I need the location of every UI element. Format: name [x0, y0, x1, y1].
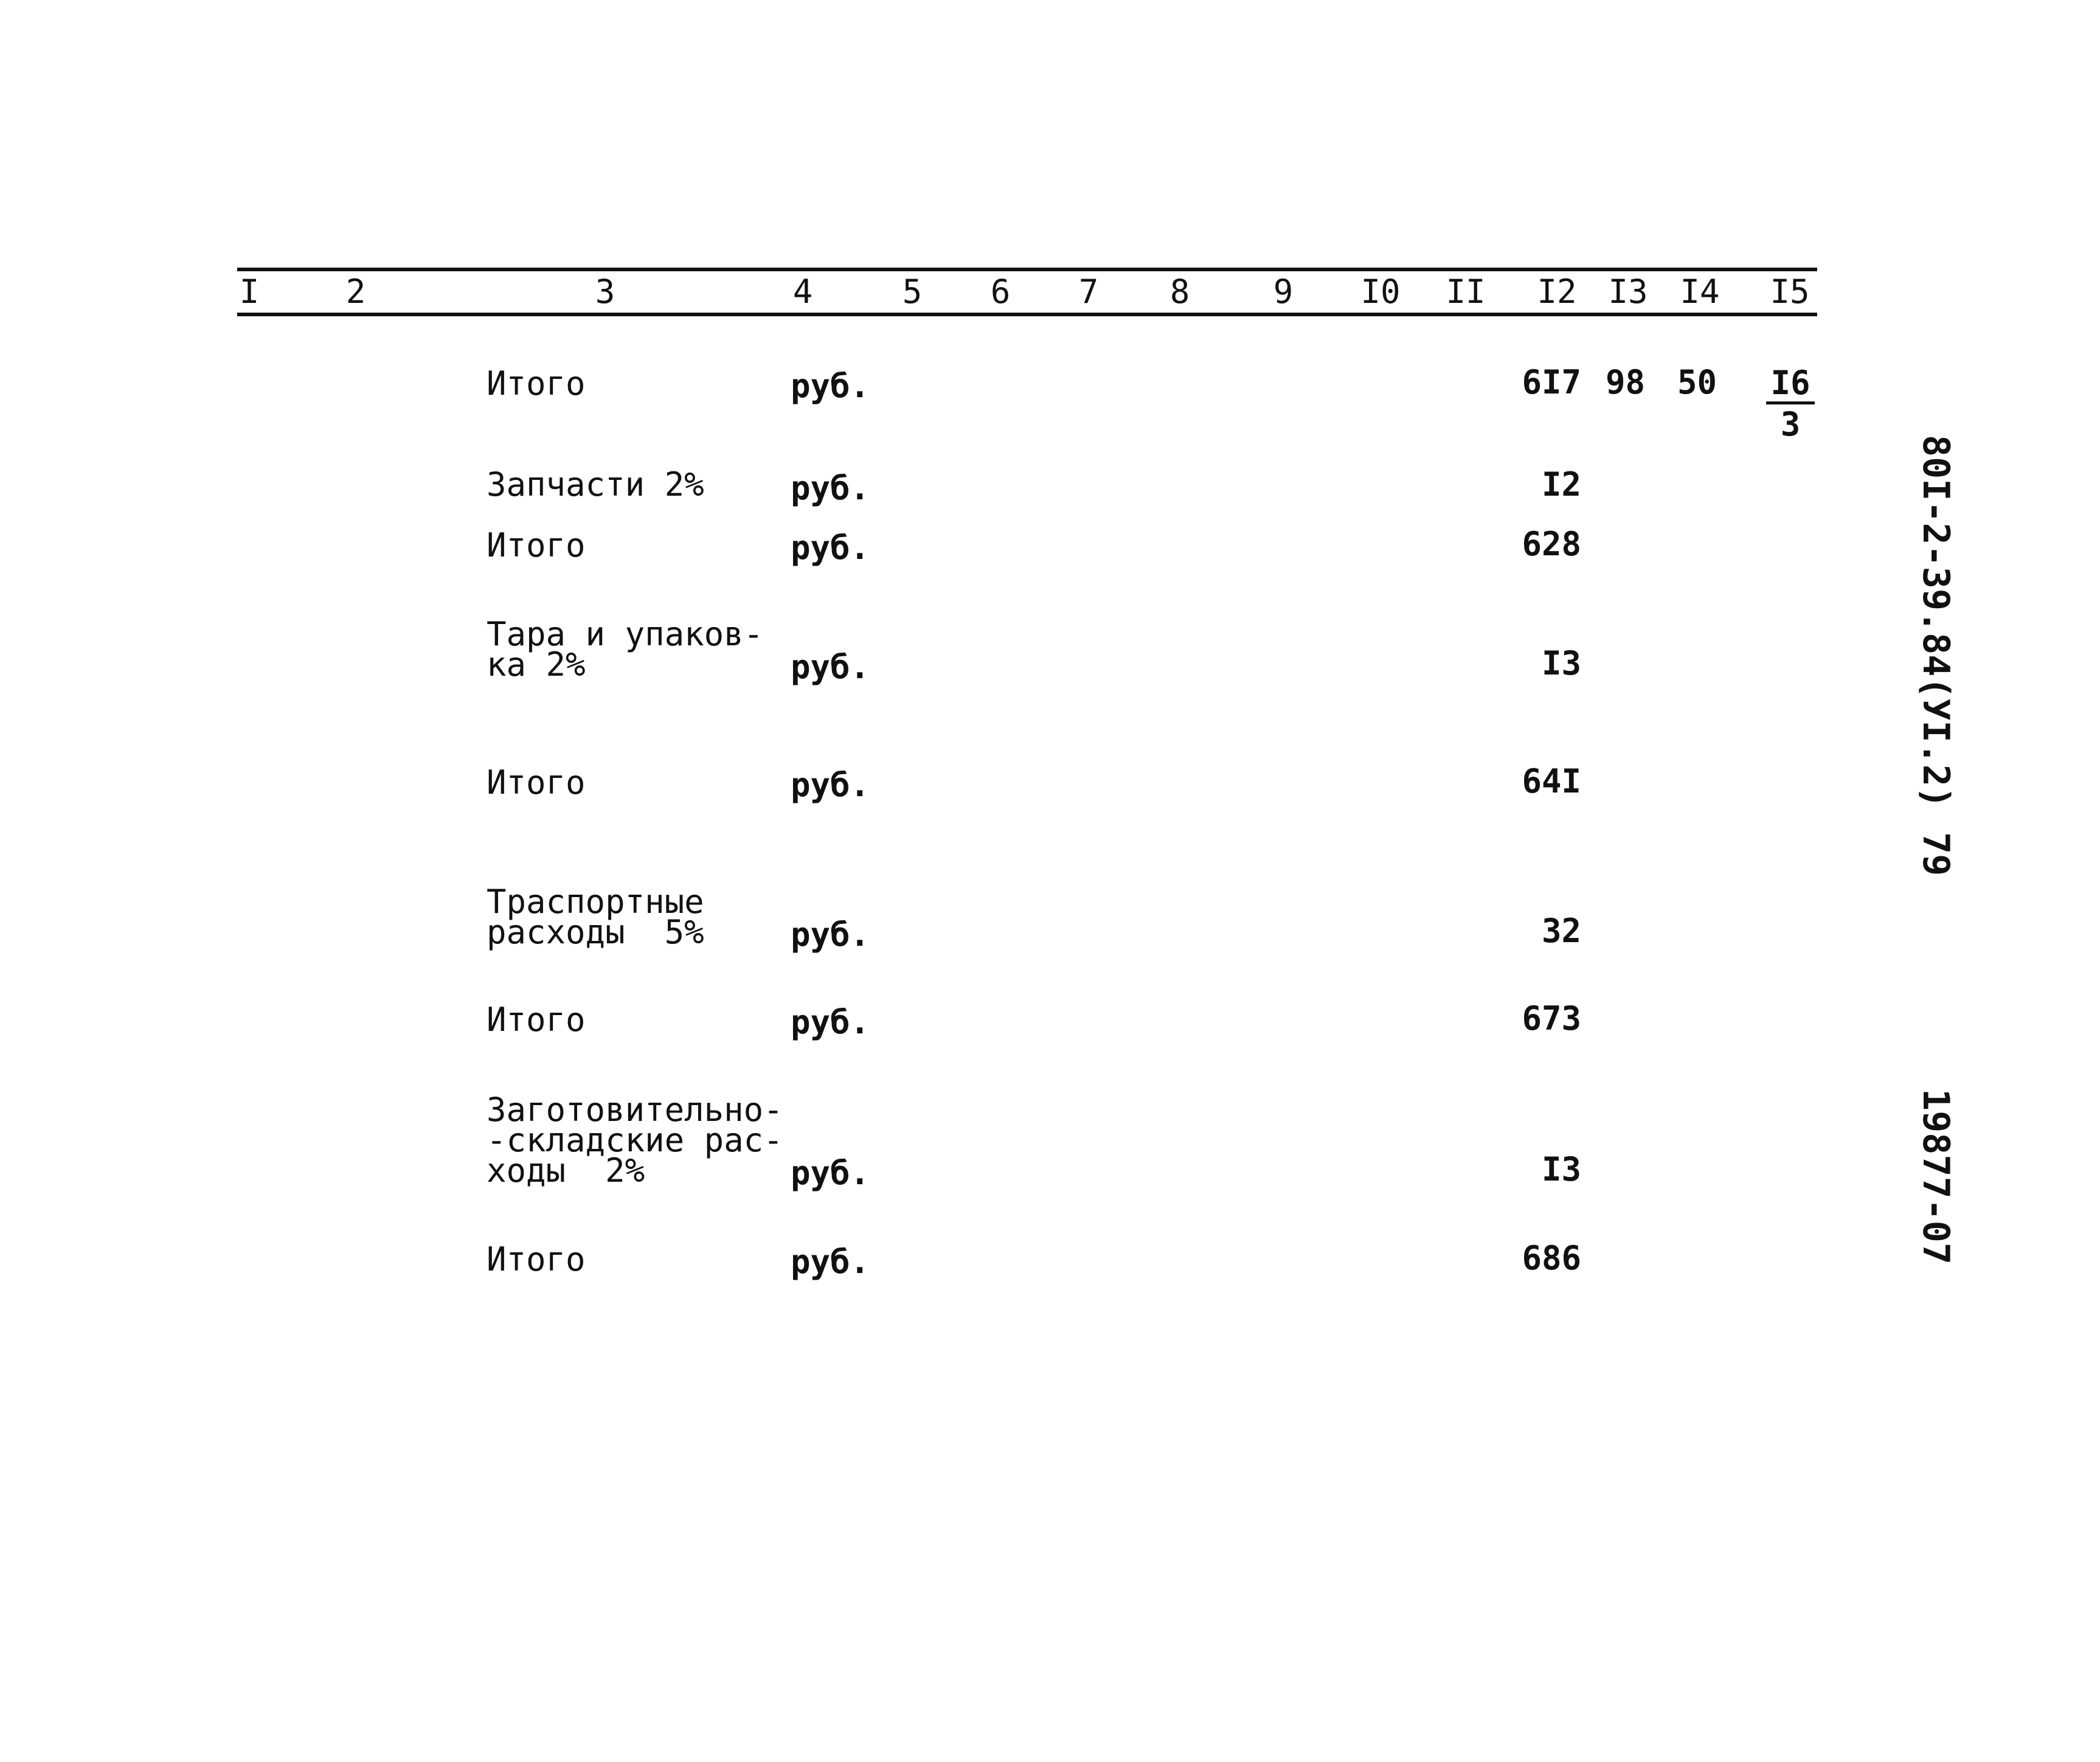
row-label: Итого — [487, 364, 586, 403]
row-unit: руб. — [791, 1243, 870, 1281]
row-label: Запчасти 2% — [487, 465, 704, 504]
column-header-7: 7 — [1078, 272, 1099, 311]
row-value-col12: 628 — [1522, 525, 1581, 563]
column-header-6: 6 — [990, 272, 1011, 311]
row-value-col14: 50 — [1677, 363, 1717, 401]
row-label: Итого — [487, 1001, 586, 1039]
row-unit: руб. — [791, 469, 870, 507]
column-header-10: I0 — [1360, 272, 1401, 311]
row-unit: руб. — [791, 648, 870, 686]
column-header-11: II — [1446, 272, 1486, 311]
table-rule-top — [237, 268, 1817, 271]
row-label: Итого — [487, 763, 586, 802]
fraction-denominator: 3 — [1780, 405, 1801, 443]
row-label: Траспортные расходы 5% — [487, 883, 704, 951]
row-label: Тара и упаков- ка 2% — [487, 615, 764, 684]
column-header-14: I4 — [1680, 272, 1720, 311]
row-value-col12: I3 — [1541, 1150, 1581, 1188]
row-unit: руб. — [791, 915, 870, 954]
row-label: Итого — [487, 526, 586, 564]
column-header-15: I5 — [1770, 272, 1810, 311]
column-header-3: 3 — [595, 272, 615, 311]
page-number: 79 — [1915, 832, 1957, 876]
column-header-5: 5 — [902, 272, 923, 311]
row-value-col12: I3 — [1541, 644, 1581, 682]
row-value-col12: 6I7 — [1522, 363, 1581, 401]
row-unit: руб. — [791, 1003, 870, 1041]
column-header-13: I3 — [1608, 272, 1648, 311]
row-value-col15-fraction — [1766, 365, 1815, 445]
row-value-col12: 64I — [1522, 762, 1581, 800]
column-header-9: 9 — [1273, 272, 1294, 311]
row-label: Заготовительно- -складские рас- ходы 2% — [487, 1091, 783, 1190]
row-unit: руб. — [791, 766, 870, 804]
inventory-number: 19877-07 — [1915, 1089, 1957, 1264]
row-unit: руб. — [791, 367, 870, 405]
row-unit: руб. — [791, 529, 870, 567]
row-value-col13: 98 — [1606, 363, 1646, 401]
row-value-col12: I2 — [1541, 465, 1581, 504]
column-header-2: 2 — [345, 272, 366, 311]
document-code: 80I-2-39.84(УI.2) — [1915, 435, 1957, 809]
row-value-col12: 673 — [1522, 999, 1581, 1038]
row-value-col12: 32 — [1541, 912, 1581, 950]
column-header-1: I — [239, 272, 260, 311]
fraction-numerator: I6 — [1766, 365, 1815, 404]
row-unit: руб. — [791, 1154, 870, 1192]
table-rule-bottom — [237, 313, 1817, 316]
column-header-8: 8 — [1170, 272, 1190, 311]
column-header-12: I2 — [1537, 272, 1577, 311]
column-header-4: 4 — [792, 272, 813, 311]
row-value-col12: 686 — [1522, 1239, 1581, 1277]
row-label: Итого — [487, 1240, 586, 1278]
